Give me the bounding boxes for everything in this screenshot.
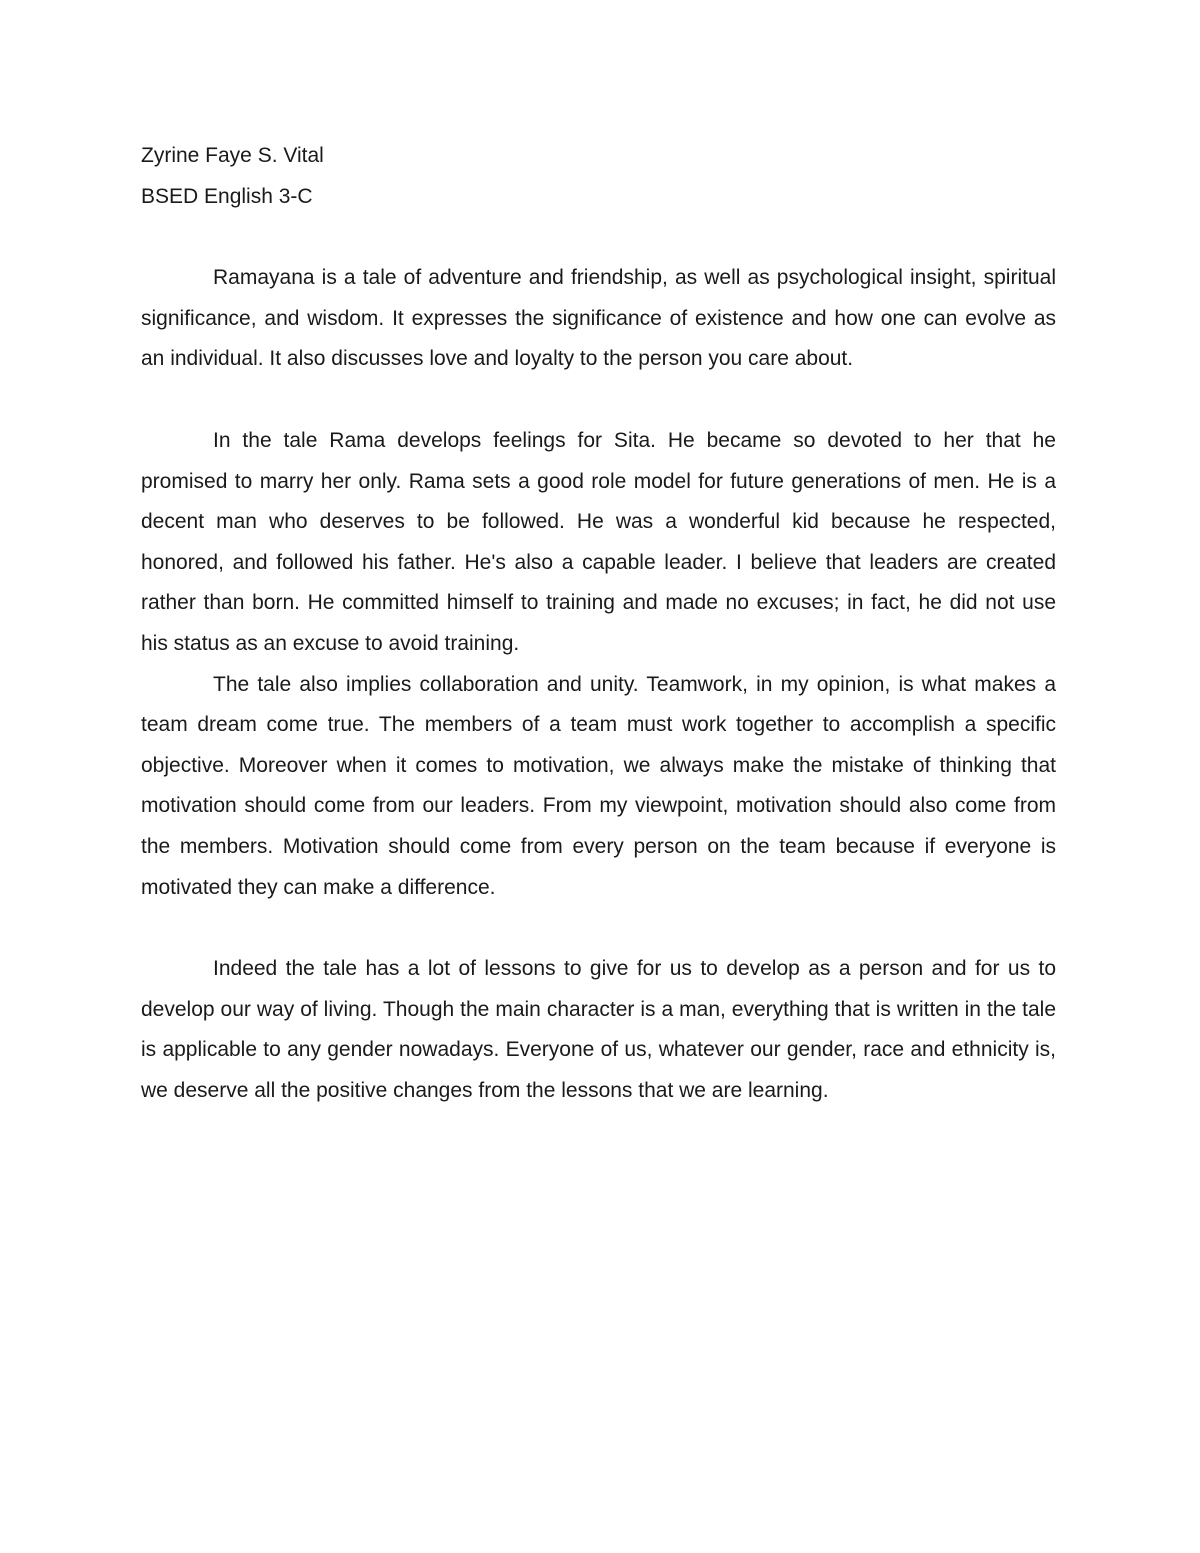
paragraph-3: The tale also implies collaboration and unity. Teamwork, in my opinion, is what makes a team dream come true. The members of a team must work together to accomplish a specific objective. Moreover when it comes to motivation, we always make the mistake of thinking that motivation should come from our leaders. From my viewpoint, motivation should also come from the members. Motivation should come from every person on the team because if everyone is motivated they can make a difference. — [141, 672, 1056, 899]
course-section: BSED English 3-C — [141, 184, 313, 208]
spacer — [141, 217, 1056, 258]
paragraph-2: In the tale Rama develops feelings for Sita. He became so devoted to her that he promised to marry her only. Rama sets a good role model for future generations of men. He is a decent man who deserves to be followed. He was a wonderful kid because he respected, honored, and followed his father. He's also a capable leader. I believe that leaders are created rather than born. He committed himself to training and made no excuses; in fact, he did not use his status as an excuse to avoid training. — [141, 428, 1056, 655]
paragraph-4: Indeed the tale has a lot of lessons to give for us to develop as a person and for us to develop our way of living. Though the main character is a man, everything that is written in the tale is applicable to any gender nowadays. Everyone of us, whatever our gender, race and ethnicity is, we deserve all the positive changes from the lessons that we are learning. — [141, 957, 1056, 1102]
document-body — [141, 136, 1056, 1111]
spacer — [141, 908, 1056, 949]
author-name: Zyrine Faye S. Vital — [141, 144, 324, 167]
paragraph-1: Ramayana is a tale of adventure and friendship, as well as psychological insight, spiritual significance, and wisdom. It expresses the significance of existence and how one can evolve as an individual. It also discusses love and loyalty to the person you care about. — [141, 266, 1056, 371]
spacer — [141, 380, 1056, 421]
